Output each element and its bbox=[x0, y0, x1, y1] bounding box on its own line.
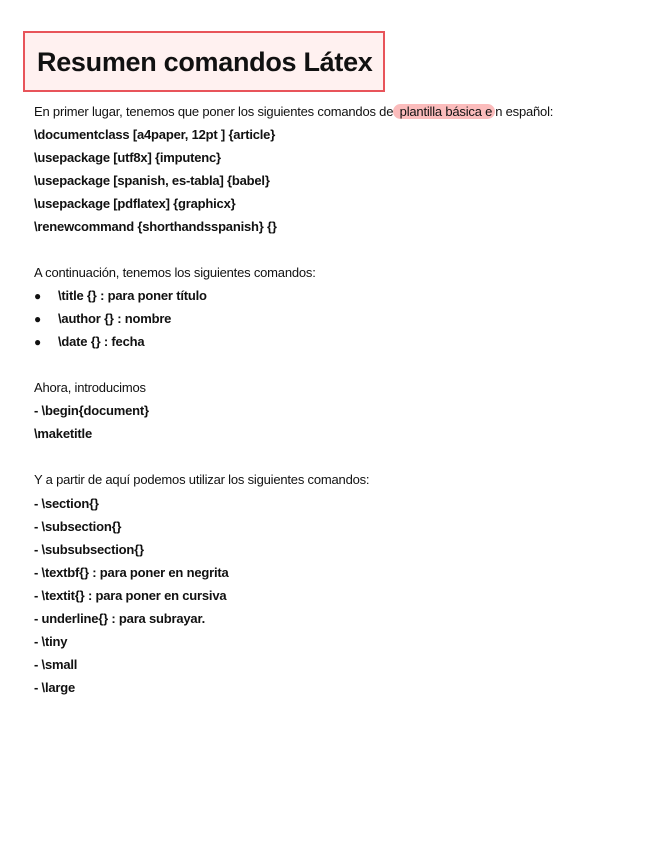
list-item-text: \author {} : nombre bbox=[58, 311, 172, 326]
intro-text-before: En primer lugar, tenemos que poner los siguientes comandos de bbox=[34, 104, 394, 119]
list-item-text: \title {} : para poner título bbox=[58, 288, 207, 303]
begin-line: - \begin{document} bbox=[34, 403, 149, 418]
intro-text-after: n español: bbox=[495, 104, 554, 119]
command-line: - \section{} bbox=[34, 496, 99, 511]
begin-line: \maketitle bbox=[34, 426, 92, 441]
preamble-line: \usepackage [pdflatex] {graphicx} bbox=[34, 196, 236, 211]
preamble-line: \usepackage [utf8x] {imputenc} bbox=[34, 150, 221, 165]
bullet-icon: ● bbox=[34, 289, 42, 303]
command-line: - \large bbox=[34, 680, 76, 695]
command-line: - underline{} : para subrayar. bbox=[34, 611, 206, 626]
command-line: - \tiny bbox=[34, 634, 68, 649]
now-text: Ahora, introducimos bbox=[34, 380, 146, 395]
page-title: Resumen comandos Látex bbox=[37, 47, 373, 77]
title-box bbox=[23, 31, 385, 92]
command-line: - \small bbox=[34, 657, 78, 672]
continuation-text: A continuación, tenemos los siguientes comandos: bbox=[34, 265, 316, 280]
from-here-text: Y a partir de aquí podemos utilizar los siguientes comandos: bbox=[34, 472, 370, 487]
command-line: - \subsection{} bbox=[34, 519, 122, 534]
highlighted-text: plantilla básica e bbox=[393, 104, 495, 119]
bullet-icon: ● bbox=[34, 335, 42, 349]
bullet-icon: ● bbox=[34, 312, 42, 326]
preamble-line: \usepackage [spanish, es-tabla] {babel} bbox=[34, 173, 270, 188]
command-line: - \subsubsection{} bbox=[34, 542, 144, 557]
preamble-line: \documentclass [a4paper, 12pt ] {article} bbox=[34, 127, 276, 142]
list-item bbox=[34, 311, 171, 327]
command-line: - \textit{} : para poner en cursiva bbox=[34, 588, 227, 603]
list-item-text: \date {} : fecha bbox=[58, 334, 145, 349]
preamble-line: \renewcommand {shorthandsspanish} {} bbox=[34, 219, 277, 234]
list-item bbox=[34, 334, 144, 350]
command-line: - \textbf{} : para poner en negrita bbox=[34, 565, 229, 580]
intro-line bbox=[34, 104, 553, 120]
list-item bbox=[34, 288, 207, 304]
